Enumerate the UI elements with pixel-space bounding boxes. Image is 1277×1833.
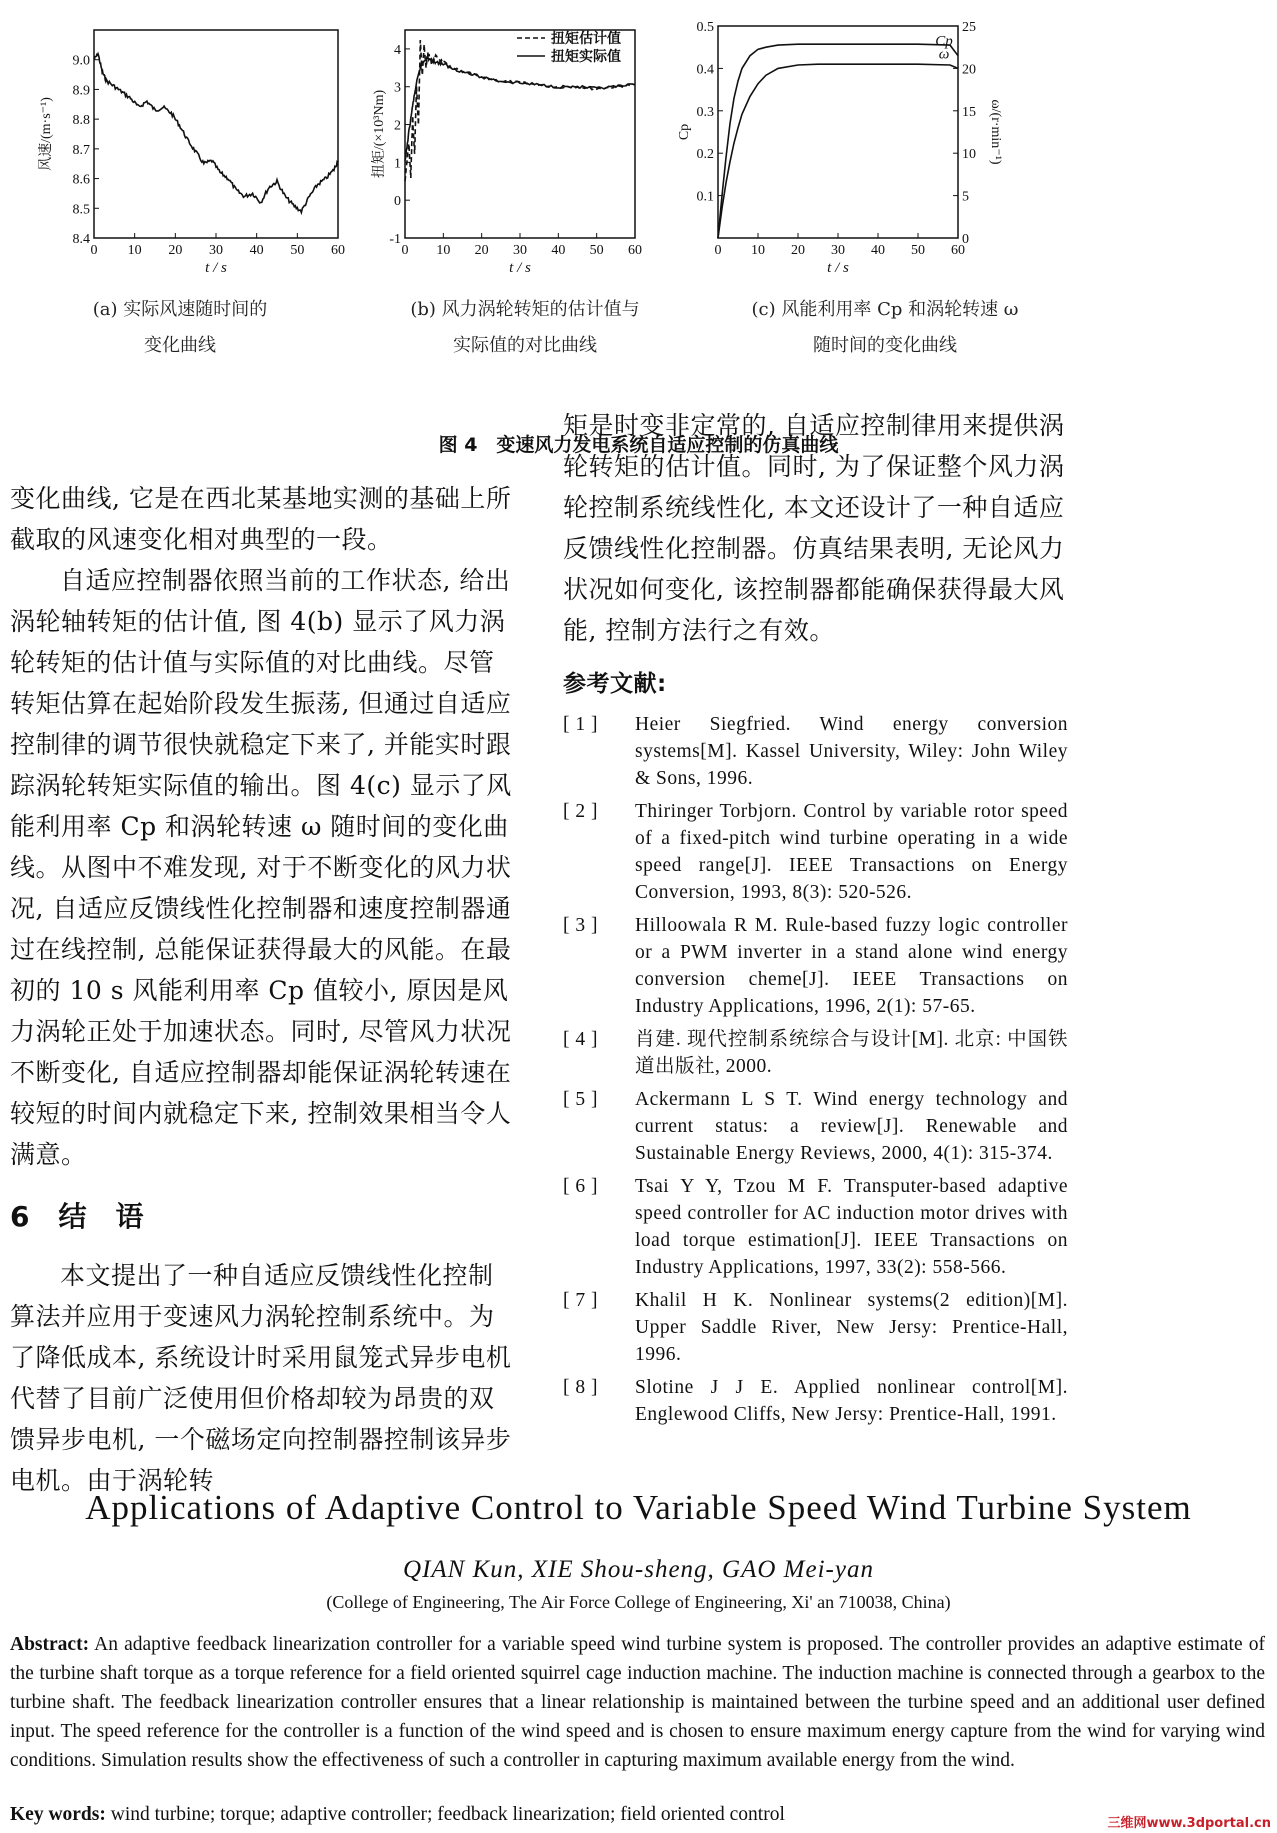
- y-tick-label: 0: [394, 194, 401, 210]
- series-line-0: [718, 44, 958, 238]
- caption-a: [60, 292, 300, 364]
- english-keywords: [10, 1804, 785, 1826]
- left-paragraph-3: 本文提出了一种自适应反馈线性化控制算法并应用于变速风力涡轮控制系统中。为了降低成本, 系统设计时采用鼠笼式异步电机代替了目前广泛使用但价格却较为昂贵的双馈异步电机, 一个磁场定向控制器控制该异步电机。由于涡轮转: [10, 1261, 512, 1495]
- plot-frame: [94, 30, 338, 238]
- x-tick-label: 40: [551, 243, 566, 258]
- x-tick-label: 30: [513, 243, 527, 258]
- y2-axis-label: ω/(r·min⁻¹): [988, 99, 1003, 165]
- reference-number: [ 7 ]: [563, 1290, 598, 1311]
- y-tick-label: 8.4: [72, 232, 90, 247]
- reference-number: [ 1 ]: [563, 714, 598, 735]
- y-tick-label: 8.8: [72, 113, 90, 129]
- y-tick-label: -1: [389, 232, 401, 247]
- y-tick-label: 3: [394, 80, 401, 96]
- y-tick-label: 1: [394, 156, 401, 172]
- reference-text: Heier Siegfried. Wind energy conversion systems[M]. Kassel University, Wiley: John Wiley & Sons, 1996.: [635, 714, 1068, 789]
- caption-b-line1: (b) 风力涡轮转矩的估计值与: [410, 299, 640, 320]
- reference-number: [ 8 ]: [563, 1377, 598, 1398]
- y2-tick-label: 5: [962, 189, 969, 205]
- caption-c-line2: 随时间的变化曲线: [813, 335, 957, 356]
- x-tick-label: 30: [831, 243, 845, 258]
- english-affiliation: (College of Engineering, The Air Force College of Engineering, Xi' an 710038, China): [326, 1592, 951, 1612]
- x-tick-label: 40: [249, 243, 264, 258]
- reference-text: Ackermann L S T. Wind energy technology and current status: a review[J]. Renewable and Sustainable Energy Reviews, 2000, 4(1): 315-374.: [635, 1089, 1068, 1164]
- reference-text: Khalil H K. Nonlinear systems(2 edition)[M]. Upper Saddle River, New Jersy: Prentice-Hall, 1996.: [635, 1290, 1068, 1365]
- series-line-1: [405, 58, 635, 161]
- x-tick-label: 10: [127, 243, 142, 258]
- reference-text: 肖建. 现代控制系统综合与设计[M]. 北京: 中国铁道出版社, 2000.: [635, 1029, 1068, 1077]
- x-tick-label: 0: [90, 243, 98, 258]
- y2-tick-label: 25: [962, 20, 976, 35]
- caption-b-line2: 实际值的对比曲线: [453, 335, 597, 356]
- chart-cp-omega: [677, 18, 1010, 278]
- reference-number: [ 6 ]: [563, 1176, 598, 1197]
- y2-tick-label: 20: [962, 62, 976, 78]
- y-axis-label: 风速/(m·s⁻¹): [39, 97, 54, 171]
- left-paragraph-2: 自适应控制器依照当前的工作状态, 给出涡轮轴转矩的估计值, 图 4(b) 显示了风力涡轮转矩的估计值与实际值的对比曲线。尽管转矩估算在起始阶段发生振荡, 但通过自适应控制律的调节很快就稳定下来了, 并能实时跟踪涡轮转矩实际值的输出。图 4(c) 显示了风能利用率 Cp 和涡轮转速 ω 随时间的变化曲线。从图中不难发现, 对于不断变化的风力状况, 自适应反馈线性化控制器和速度控制器通过在线控制, 总能保证获得最大的风能。在最初的 10 s 风能利用率 Cp 值较小, 原因是风力涡轮正处于加速状态。同时, 尽管风力状况不断变化, 自适应控制器却能保证涡轮转速在较短的时间内就稳定下来, 控制效果相当令人满意。: [10, 566, 512, 1169]
- y2-tick-label: 15: [962, 104, 976, 120]
- y-axis-label: Cp: [677, 123, 692, 141]
- reference-text: Slotine J J E. Applied nonlinear control[M]. Englewood Cliffs, New Jersy: Prentice-Hall, 1991.: [635, 1377, 1068, 1425]
- right-paragraph-1: 矩是时变非定常的, 自适应控制律用来提供涡轮转矩的估计值。同时, 为了保证整个风力涡轮控制系统线性化, 本文还设计了一种自适应反馈线性化控制器。仿真结果表明, 无论风力状况如何变化, 该控制器都能确保获得最大风能, 控制方法行之有效。: [563, 411, 1065, 645]
- reference-item: [563, 1374, 1068, 1428]
- chart-torque: [372, 18, 665, 278]
- x-tick-label: 10: [436, 243, 451, 258]
- legend-label: 扭矩估计值: [551, 32, 621, 47]
- caption-c: [735, 292, 1035, 364]
- x-axis-label: t / s: [827, 260, 849, 276]
- y-tick-label: 0.2: [696, 147, 714, 163]
- keywords-label: Key words:: [10, 1804, 106, 1825]
- x-tick-label: 40: [871, 243, 885, 258]
- x-axis-label: t / s: [205, 260, 227, 276]
- reference-item: [563, 1086, 1068, 1167]
- x-axis-label: t / s: [509, 260, 531, 276]
- y-tick-label: 0.1: [696, 189, 714, 205]
- y2-tick-label: 10: [962, 147, 976, 163]
- reference-text: Thiringer Torbjorn. Control by variable rotor speed of a fixed-pitch wind turbine operating in a wide speed range[J]. IEEE Transactions on Energy Conversion, 1993, 8(3): 520-526.: [635, 801, 1068, 903]
- series-line-1: [718, 64, 958, 238]
- plot-frame: [718, 26, 958, 238]
- references-heading: 参考文献:: [563, 671, 667, 697]
- x-tick-label: 0: [714, 243, 722, 258]
- x-tick-label: 20: [474, 243, 489, 258]
- reference-item: [563, 1173, 1068, 1281]
- legend-label: 扭矩实际值: [551, 50, 621, 65]
- series-line-0: [94, 54, 338, 213]
- reference-item: [563, 912, 1068, 1020]
- y-tick-label: 4: [394, 42, 401, 58]
- caption-a-line2: 变化曲线: [144, 335, 216, 356]
- x-tick-label: 50: [911, 243, 925, 258]
- figure-title: 图 4 变速风力发电系统自适应控制的仿真曲线: [438, 434, 839, 456]
- x-tick-label: 20: [791, 243, 805, 258]
- reference-text: Hilloowala R M. Rule-based fuzzy logic controller or a PWM inverter in a stand alone wind energy conversion cheme[J]. IEEE Transactions on Industry Applications, 1996, 2(1): 57-65.: [635, 915, 1068, 1017]
- english-title: Applications of Adaptive Control to Variable Speed Wind Turbine System: [85, 1488, 1192, 1527]
- x-tick-label: 60: [628, 243, 642, 258]
- abstract-text: An adaptive feedback linearization controller for a variable speed wind turbine system is proposed. The controller provides an adaptive estimate of the turbine shaft torque as a torque reference for a field oriented squirrel cage induction machine. The induction machine is connected through a gearbox to the turbine shaft. The feedback linearization controller ensures that a linear relationship is maintained between the turbine speed and an additional user defined input. The speed reference for the controller is a function of the wind speed and is chosen to ensure maximum energy capture from the wind for varying wind conditions. Simulation results show the effectiveness of such a controller in capturing maximum available energy from the wind.: [10, 1634, 1265, 1771]
- x-tick-label: 20: [168, 243, 183, 258]
- reference-number: [ 5 ]: [563, 1089, 598, 1110]
- y-tick-label: 8.9: [72, 83, 90, 99]
- chart-a-svg: [40, 18, 360, 278]
- chart-c-svg: [677, 18, 1010, 278]
- reference-number: [ 2 ]: [563, 801, 598, 822]
- y-tick-label: 8.5: [72, 202, 90, 218]
- y-tick-label: 0.5: [696, 20, 714, 35]
- reference-item: [563, 711, 1068, 792]
- x-tick-label: 60: [331, 243, 345, 258]
- caption-c-line1: (c) 风能利用率 Cp 和涡轮转速 ω: [751, 299, 1019, 320]
- reference-list: [563, 711, 1068, 1428]
- series-label: ω: [938, 46, 950, 63]
- x-tick-label: 10: [751, 243, 765, 258]
- y2-tick-label: 0: [962, 232, 969, 247]
- y-tick-label: 0.4: [696, 62, 714, 78]
- y-axis-label: 扭矩/(×10³Nm): [372, 89, 387, 179]
- left-column: [10, 478, 515, 1501]
- chart-wind-speed: [40, 18, 360, 278]
- reference-item: [563, 1287, 1068, 1368]
- x-tick-label: 30: [209, 243, 223, 258]
- abstract-label: Abstract:: [10, 1634, 90, 1655]
- reference-text: Tsai Y Y, Tzou M F. Transputer-based adaptive speed controller for AC induction motor drives with load torque estimation[J]. IEEE Transactions on Industry Applications, 1997, 33(2): 558-566.: [635, 1176, 1068, 1278]
- reference-number: [ 4 ]: [563, 1029, 598, 1050]
- caption-b: [395, 292, 655, 364]
- x-tick-label: 60: [951, 243, 965, 258]
- x-tick-label: 50: [589, 243, 604, 258]
- y-tick-label: 8.6: [72, 172, 90, 188]
- y-tick-label: 0.3: [696, 104, 714, 120]
- keywords-text: wind turbine; torque; adaptive controller; feedback linearization; field oriented control: [110, 1804, 785, 1825]
- left-paragraph-1: 变化曲线, 它是在西北某基地实测的基础上所截取的风速变化相对典型的一段。: [10, 484, 512, 554]
- y-tick-label: 8.7: [72, 142, 90, 158]
- reference-item: [563, 1026, 1068, 1080]
- right-column: [563, 405, 1068, 1434]
- x-tick-label: 0: [401, 243, 409, 258]
- y-tick-label: 9.0: [72, 53, 90, 69]
- caption-a-line1: (a) 实际风速随时间的: [92, 299, 268, 320]
- section-heading-conclusion: 6 结 语: [10, 1200, 144, 1233]
- english-abstract: [10, 1630, 1265, 1775]
- x-tick-label: 50: [290, 243, 305, 258]
- watermark: 三维网www.3dportal.cn: [1107, 1816, 1271, 1831]
- chart-b-svg: [372, 18, 665, 278]
- series-label: Cp: [935, 33, 953, 50]
- reference-item: [563, 798, 1068, 906]
- reference-number: [ 3 ]: [563, 915, 598, 936]
- english-authors: QIAN Kun, XIE Shou-sheng, GAO Mei-yan: [403, 1556, 874, 1583]
- y-tick-label: 2: [394, 118, 401, 134]
